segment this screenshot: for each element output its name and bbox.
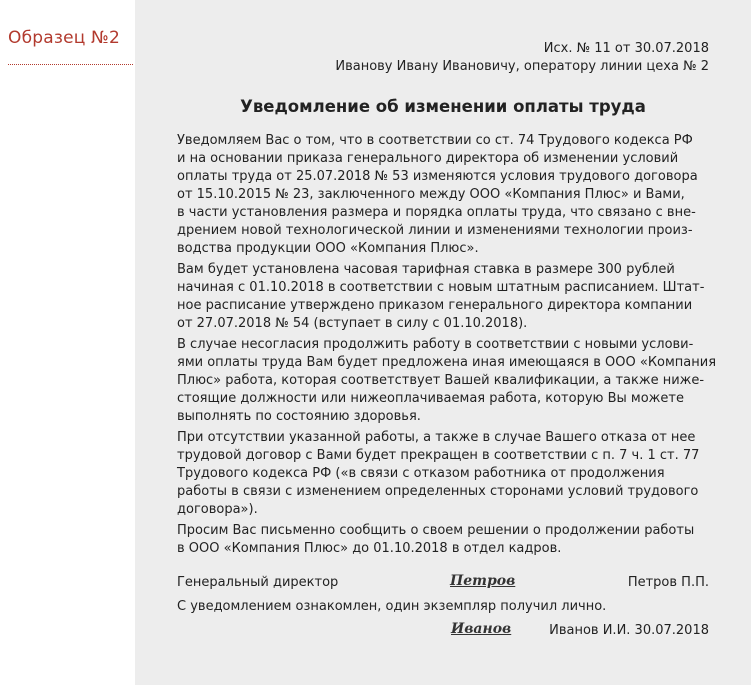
employee-name-date: Иванов И.И. 30.07.2018 <box>549 623 709 638</box>
acknowledgment-text: С уведомлением ознакомлен, один экземпляр получил лично. <box>177 599 607 614</box>
paragraph-line: оплаты труда от 25.07.2018 № 53 изменяются условия трудового договора <box>177 169 698 184</box>
paragraph-line: от 15.10.2015 № 23, заключенного между ООО «Компания Плюс» и Вами, <box>177 187 685 202</box>
paragraph-line: ями оплаты труда Вам будет предложена иная имеющаяся в ООО «Компания <box>177 355 717 370</box>
paragraph-line: в части установления размера и порядка оплаты труда, что связано с вне- <box>177 205 696 220</box>
addressee: Иванову Ивану Ивановичу, оператору линии цеха № 2 <box>335 59 709 74</box>
outgoing-number: Исх. № 11 от 30.07.2018 <box>543 41 709 56</box>
paragraph-line: В случае несогласия продолжить работу в соответствии с новыми услови- <box>177 337 694 352</box>
sample-divider <box>8 64 133 65</box>
paragraph-line: в ООО «Компания Плюс» до 01.10.2018 в отдел кадров. <box>177 541 562 556</box>
paragraph-line: При отсутствии указанной работы, а также в случае Вашего отказа от нее <box>177 430 696 445</box>
document-title: Уведомление об изменении оплаты труда <box>240 97 646 116</box>
director-role: Генеральный директор <box>177 575 339 590</box>
document-sheet <box>135 0 751 685</box>
paragraph-line: Просим Вас письменно сообщить о своем решении о продолжении работы <box>177 523 695 538</box>
paragraph-line: Вам будет установлена часовая тарифная ставка в размере 300 рублей <box>177 262 675 277</box>
paragraph-line: стоящие должности или нижеоплачиваемая работа, которую Вы можете <box>177 391 684 406</box>
paragraph-line: Плюс» работа, которая соответствует Вашей квалификации, а также ниже- <box>177 373 705 388</box>
director-signature: Петров <box>450 573 516 589</box>
paragraph-line: договора»). <box>177 502 258 517</box>
paragraph <box>177 336 717 426</box>
paragraph <box>177 261 709 333</box>
director-signature-row <box>177 572 709 594</box>
paragraph-line: от 27.07.2018 № 54 (вступает в силу с 01.10.2018). <box>177 316 528 331</box>
paragraph-line: дрением новой технологической линии и изменениями технологии произ- <box>177 223 693 238</box>
paragraph <box>177 429 709 519</box>
paragraph-line: водства продукции ООО «Компания Плюс». <box>177 241 479 256</box>
document-paragraphs <box>177 132 717 558</box>
director-name: Петров П.П. <box>627 575 709 590</box>
sample-label: Образец №2 <box>8 28 121 48</box>
paragraph <box>177 132 709 258</box>
paragraph-line: Трудового кодекса РФ («в связи с отказом работника от продолжения <box>177 466 665 481</box>
paragraph-line: Уведомляем Вас о том, что в соответствии со ст. 74 Трудового кодекса РФ <box>177 133 693 148</box>
paragraph <box>177 522 709 558</box>
paragraph-line: выполнять по состоянию здоровья. <box>177 409 421 424</box>
document-body <box>177 40 717 642</box>
paragraph-line: и на основании приказа генерального директора об изменении условий <box>177 151 679 166</box>
employee-signature: Иванов <box>451 621 512 637</box>
employee-signature-row <box>177 620 709 642</box>
paragraph-line: ное расписание утверждено приказом генерального директора компании <box>177 298 693 313</box>
document-header <box>177 40 709 76</box>
paragraph-line: начиная с 01.10.2018 в соответствии с новым штатным расписанием. Штат- <box>177 280 705 295</box>
paragraph-line: трудовой договор с Вами будет прекращен в соответствии с п. 7 ч. 1 ст. 77 <box>177 448 700 463</box>
paragraph-line: работы в связи с изменением определенных сторонами условий трудового <box>177 484 699 499</box>
